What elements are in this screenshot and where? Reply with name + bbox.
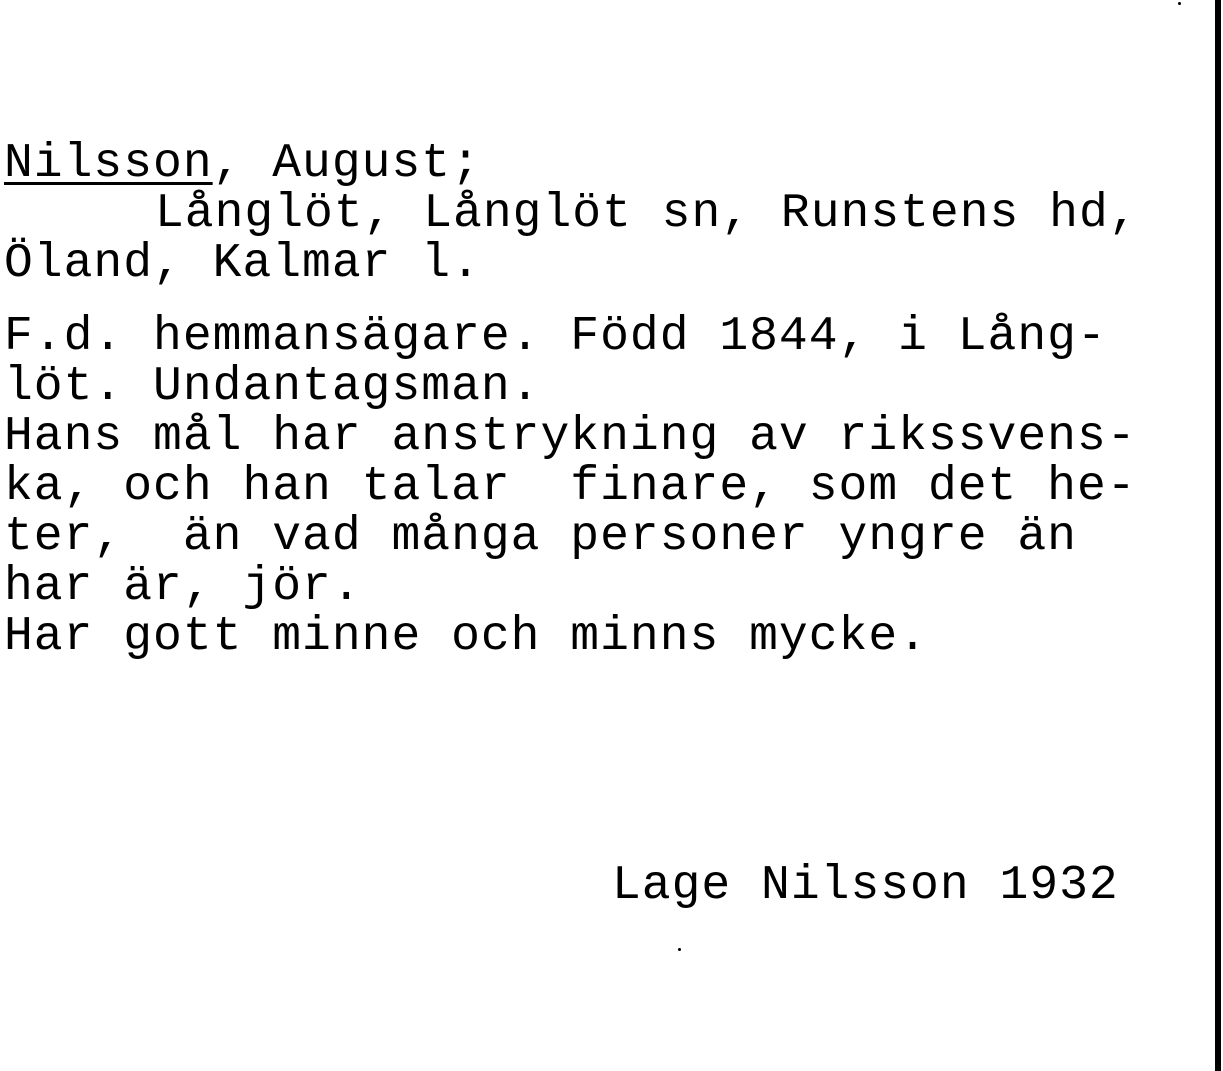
place-line-2: Öland, Kalmar l.	[4, 237, 481, 291]
body-line-6: har är, jör.	[4, 560, 362, 614]
body-line-1: F.d. hemmansägare. Född 1844, i Lång-	[4, 310, 1107, 364]
given-name: , August;	[212, 137, 481, 191]
body-line-3: Hans mål har anstrykning av rikssvens-	[4, 410, 1137, 464]
body-line-4: ka, och han talar finare, som det he-	[4, 460, 1137, 514]
dust-speck	[678, 948, 681, 951]
signature: Lage Nilsson 1932	[612, 859, 1119, 913]
card-heading	[4, 137, 481, 191]
surname: Nilsson	[4, 137, 213, 191]
card-right-edge	[1215, 0, 1221, 1071]
place-line-1: Långlöt, Långlöt sn, Runstens hd,	[155, 187, 1139, 241]
dust-speck	[1178, 2, 1181, 5]
body-line-2: löt. Undantagsman.	[4, 360, 541, 414]
body-line-5: ter, än vad många personer yngre än	[4, 510, 1077, 564]
body-line-7: Har gott minne och minns mycke.	[4, 610, 928, 664]
